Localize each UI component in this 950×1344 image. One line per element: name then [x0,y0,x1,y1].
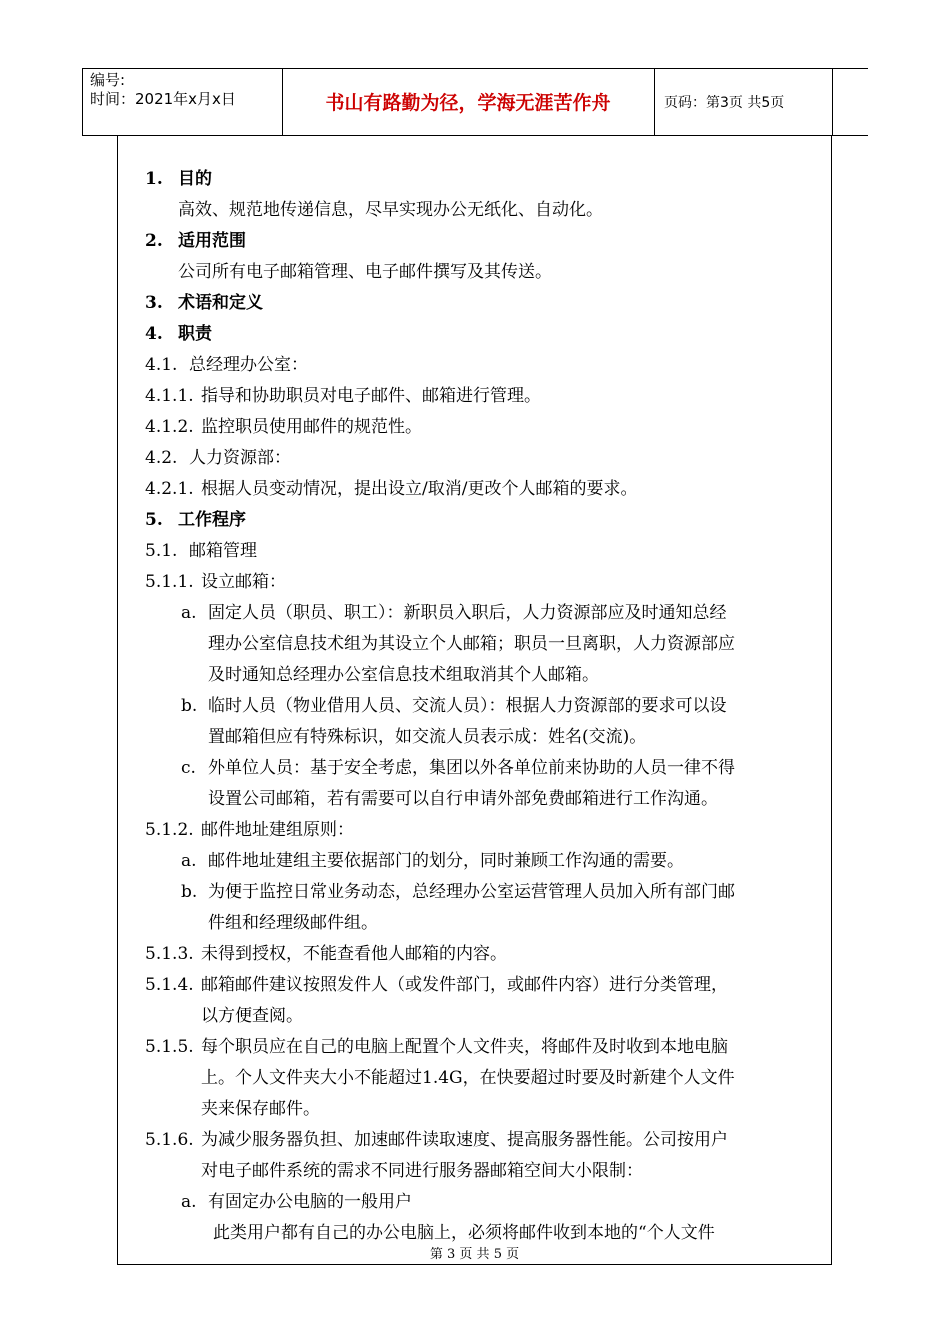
subsection-text: 邮箱管理 [189,541,257,561]
subsection-continuation: 对电子邮件系统的需求不同进行服务器邮箱空间大小限制： [201,1161,643,1181]
list-continuation: 置邮箱但应有特殊标识，如交流人员表示成：姓名(交流)。 [208,727,647,747]
paragraph: 高效、规范地传递信息，尽早实现办公无纸化、自动化。 [178,200,603,220]
list-text: 有固定办公电脑的一般用户 [208,1192,412,1212]
subsection-number: 5.1.5. [145,1037,194,1057]
header-meta [90,71,236,109]
section-title: 适用范围 [178,231,246,251]
subsection-number: 5.1.1. [145,572,194,592]
header-motto: 书山有路勤为径，学海无涯苦作舟 [325,92,611,114]
section-heading [145,319,810,350]
subsection-number: 5.1. [145,541,178,561]
section-number: 1. [145,169,163,189]
section-heading [145,288,810,319]
list-item [145,753,810,784]
subsection [145,412,810,443]
subsection [145,350,810,381]
section-heading [145,226,810,257]
subsection-continuation: 上。个人文件夹大小不能超过1.4G，在快要超过时要及时新建个人文件 [201,1068,735,1088]
section-number: 4. [145,324,163,344]
list-text: 邮件地址建组主要依据部门的划分，同时兼顾工作沟通的需要。 [208,851,684,871]
list-continuation: 此类用户都有自己的办公电脑上，必须将邮件收到本地的“个人文件 [213,1223,715,1243]
subsection-number: 4.2. [145,448,178,468]
subsection-text: 未得到授权，不能查看他人邮箱的内容。 [201,944,507,964]
subsection-continuation: 夹来保存邮件。 [201,1099,320,1119]
document-header [82,68,868,136]
subsection-text: 总经理办公室： [189,355,308,375]
header-divider [832,69,833,135]
subsection-number: 4.2.1. [145,479,194,499]
section-heading [145,164,810,195]
section-number: 3. [145,293,163,313]
document-body [145,164,810,1249]
list-text: 固定人员（职员、职工）：新职员入职后，人力资源部应及时通知总经 [208,603,727,623]
list-text: 临时人员（物业借用人员、交流人员）：根据人力资源部的要求可以设 [208,696,727,716]
list-marker: a. [181,1192,197,1212]
document-number-label: 编号: [90,71,126,89]
section-title: 术语和定义 [178,293,263,313]
subsection-text: 每个职员应在自己的电脑上配置个人文件夹，将邮件及时收到本地电脑 [201,1037,728,1057]
section-title: 目的 [178,169,212,189]
section-title: 工作程序 [178,510,246,530]
section-number: 2. [145,231,163,251]
subsection-number: 5.1.3. [145,944,194,964]
subsection [145,970,810,1001]
subsection-text: 监控职员使用邮件的规范性。 [201,417,422,437]
header-divider [82,69,83,135]
list-item [145,877,810,908]
subsection [145,939,810,970]
list-continuation: 设置公司邮箱，若有需要可以自行申请外部免费邮箱进行工作沟通。 [208,789,718,809]
subsection [145,536,810,567]
header-divider [654,69,655,135]
page-footer: 第 3 页 共 5 页 [429,1247,520,1262]
subsection-number: 5.1.4. [145,975,194,995]
subsection-number: 5.1.6. [145,1130,194,1150]
list-text: 外单位人员：基于安全考虑，集团以外各单位前来协助的人员一律不得 [208,758,735,778]
list-item [145,1187,810,1218]
subsection-text: 人力资源部： [189,448,291,468]
subsection-number: 4.1.1. [145,386,194,406]
paragraph: 公司所有电子邮箱管理、电子邮件撰写及其传送。 [178,262,552,282]
subsection [145,474,810,505]
subsection-number: 5.1.2. [145,820,194,840]
subsection-text: 邮件地址建组原则： [201,820,354,840]
list-marker: b. [181,696,198,716]
section-title: 职责 [178,324,212,344]
list-marker: c. [181,758,196,778]
document-date: 时间：2021年x月x日 [90,90,236,108]
subsection-text: 设立邮箱： [201,572,286,592]
subsection [145,381,810,412]
subsection [145,1032,810,1063]
subsection [145,567,810,598]
subsection-number: 4.1. [145,355,178,375]
subsection-continuation: 以方便查阅。 [201,1006,303,1026]
subsection [145,443,810,474]
list-continuation: 理办公室信息技术组为其设立个人邮箱；职员一旦离职，人力资源部应 [208,634,735,654]
list-marker: a. [181,851,197,871]
list-marker: a. [181,603,197,623]
list-item [145,846,810,877]
list-marker: b. [181,882,198,902]
list-text: 为便于监控日常业务动态，总经理办公室运营管理人员加入所有部门邮 [208,882,735,902]
list-continuation: 及时通知总经理办公室信息技术组取消其个人邮箱。 [208,665,599,685]
section-number: 5. [145,510,163,530]
subsection [145,815,810,846]
subsection-number: 4.1.2. [145,417,194,437]
list-item [145,691,810,722]
list-continuation: 件组和经理级邮件组。 [208,913,378,933]
subsection [145,1125,810,1156]
subsection-text: 指导和协助职员对电子邮件、邮箱进行管理。 [201,386,541,406]
section-heading [145,505,810,536]
subsection-text: 为减少服务器负担、加速邮件读取速度、提高服务器性能。公司按用户 [201,1130,728,1150]
header-page-code: 页码：第3页 共5页 [664,95,785,111]
subsection-text: 根据人员变动情况，提出设立/取消/更改个人邮箱的要求。 [201,479,638,499]
list-item [145,598,810,629]
subsection-text: 邮箱邮件建议按照发件人（或发件部门，或邮件内容）进行分类管理， [201,975,728,995]
